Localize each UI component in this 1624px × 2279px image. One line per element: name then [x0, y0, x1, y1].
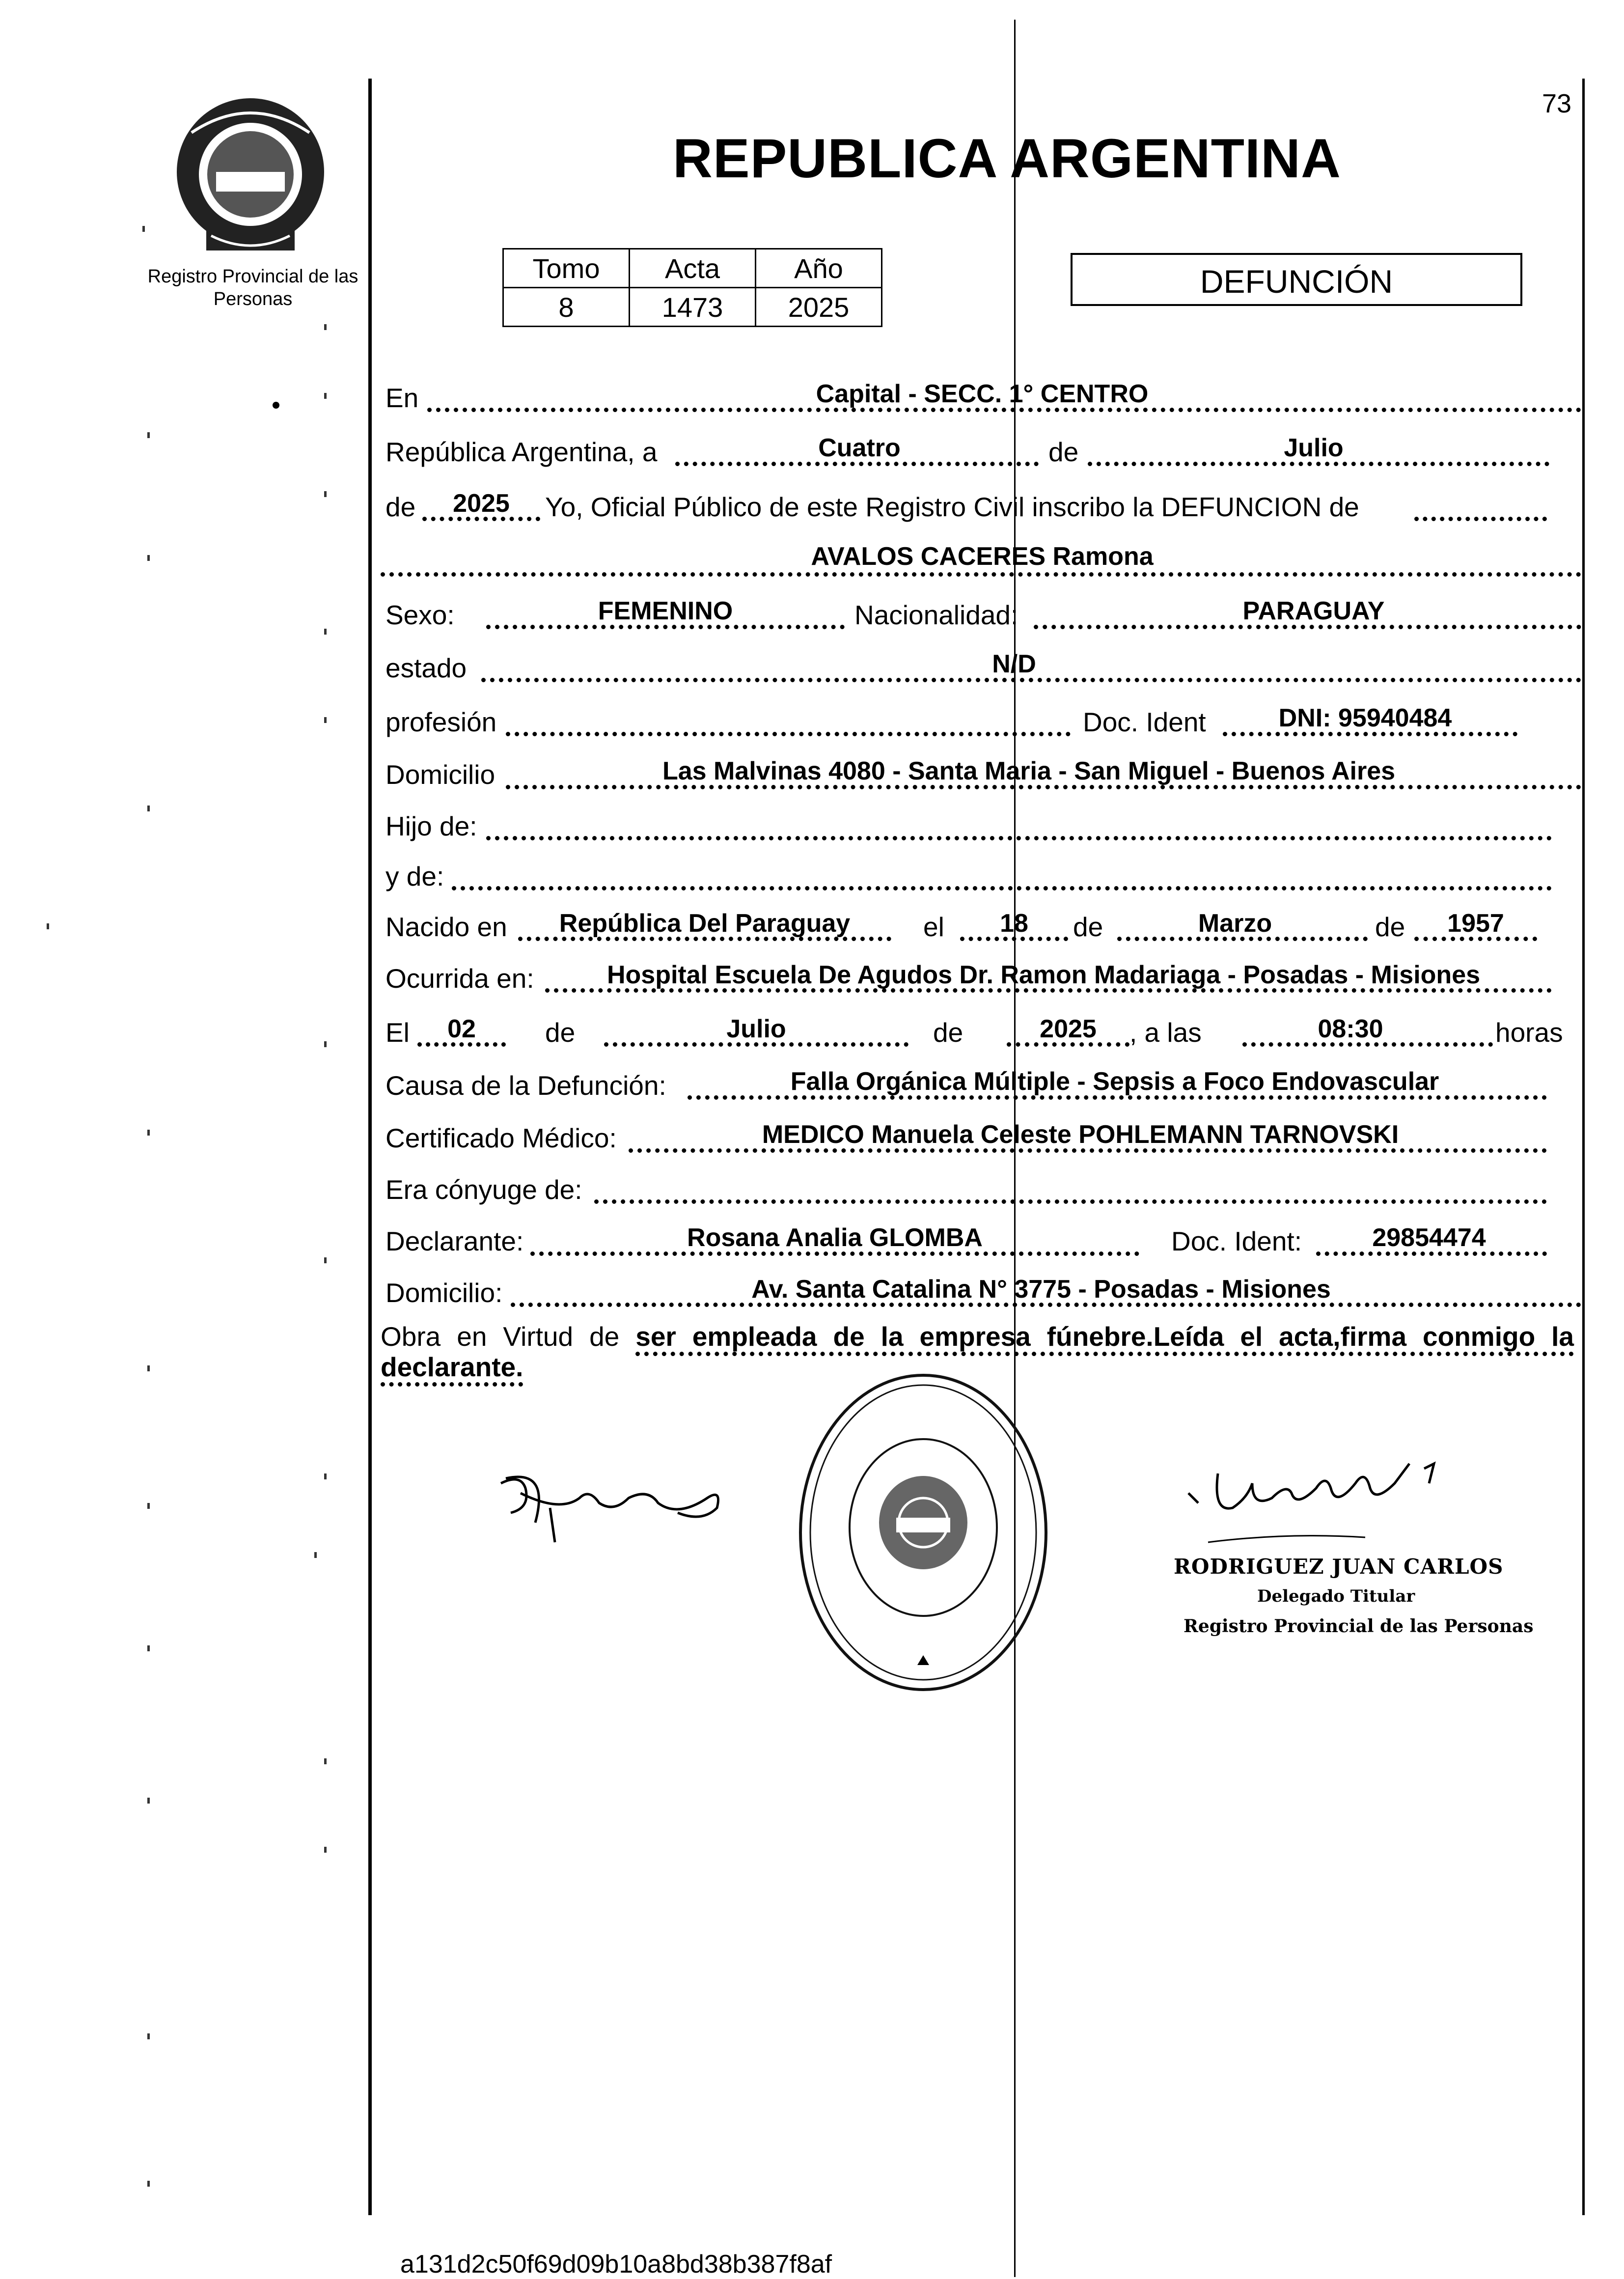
margin-mark [47, 923, 49, 929]
anio-value: 2025 [453, 489, 510, 518]
hijo-de-label: Hijo de: [385, 811, 477, 841]
anio-header: Año [756, 249, 882, 288]
margin-mark [147, 1130, 150, 1136]
right-margin-line [1582, 79, 1585, 2215]
official-stamp [786, 1370, 1061, 1714]
oficial-text: Yo, Oficial Público de este Registro Civil inscribo la DEFUNCION de [545, 492, 1359, 522]
causa-label: Causa de la Defunción: [385, 1070, 666, 1101]
sexo-label: Sexo: [385, 600, 455, 630]
doc-ident-label: Doc. Ident [1083, 707, 1206, 737]
doc-ident-label-2: Doc. Ident: [1171, 1226, 1302, 1256]
dotted-line [381, 572, 1581, 577]
def-de-label-1: de [545, 1017, 576, 1048]
domicilio-label: Domicilio [385, 759, 495, 790]
causa-value: Falla Orgánica Múltiple - Sepsis a Foco Endovascular [790, 1067, 1439, 1096]
nacimiento-anio: 1957 [1447, 909, 1504, 938]
en-label: En [385, 383, 419, 413]
estado-value: N/D [992, 650, 1036, 678]
certificado-value: MEDICO Manuela Celeste POHLEMANN TARNOVSKI [762, 1120, 1399, 1149]
obra-label: Obra en Virtud de [381, 1321, 620, 1352]
registry-label: Registro Provincial de las Personas [147, 266, 358, 309]
registrar-organization: Registro Provincial de las Personas [1184, 1616, 1534, 1637]
nacido-en-label: Nacido en [385, 912, 507, 942]
acta-value: 1473 [630, 288, 756, 327]
dotted-line [452, 886, 1552, 890]
declarante-label: Declarante: [385, 1226, 524, 1256]
registrar-name: RODRIGUEZ JUAN CARLOS [1174, 1555, 1504, 1579]
nac-de-label-2: de [1375, 912, 1405, 942]
defuncion-anio: 2025 [1040, 1015, 1097, 1043]
margin-mark [314, 1552, 317, 1558]
tomo-header: Tomo [503, 249, 630, 288]
nac-de-label-1: de [1073, 912, 1103, 942]
de-label: de [1048, 437, 1079, 467]
margin-mark [324, 629, 327, 635]
declarante-doc-value: 29854474 [1372, 1223, 1486, 1252]
sexo-value: FEMENINO [598, 597, 733, 625]
obra-value: ser empleada de la empresa fúnebre.Leída el acta,firma conmigo la declarante. [381, 1321, 1574, 1387]
dotted-line [506, 732, 1071, 736]
margin-mark [147, 806, 150, 811]
margin-mark [324, 1847, 327, 1853]
nacimiento-dia: 18 [1000, 909, 1028, 938]
defuncion-dia: 02 [447, 1015, 476, 1043]
margin-mark [324, 393, 327, 399]
nacido-en-value: República Del Paraguay [559, 909, 851, 938]
anio-value: 2025 [756, 288, 882, 327]
lugar-value: Capital - SECC. 1° CENTRO [816, 380, 1149, 408]
margin-mark [147, 1645, 150, 1651]
margin-mark [324, 1041, 327, 1047]
declarant-signature [491, 1454, 737, 1552]
conyuge-label: Era cónyuge de: [385, 1174, 582, 1205]
nacionalidad-value: PARAGUAY [1242, 597, 1385, 625]
margin-mark [147, 2033, 150, 2039]
defuncion-hora: 08:30 [1318, 1015, 1383, 1043]
book-reference-table [502, 248, 882, 327]
dia-letras-value: Cuatro [818, 434, 901, 462]
ocurrida-en-value: Hospital Escuela De Agudos Dr. Ramon Madariaga - Posadas - Misiones [606, 961, 1481, 989]
domicilio-label-2: Domicilio: [385, 1278, 503, 1308]
margin-mark [147, 432, 150, 438]
el-label: el [923, 912, 944, 942]
horas-label: horas [1495, 1017, 1563, 1048]
margin-mark [324, 324, 327, 330]
dotted-line [1414, 517, 1547, 521]
republica-label: República Argentina, a [385, 437, 658, 467]
a-las-label: , a las [1129, 1017, 1202, 1048]
margin-mark [147, 555, 150, 561]
page-number: 73 [1542, 89, 1572, 118]
estado-label: estado [385, 653, 467, 683]
el-label-2: El [385, 1017, 410, 1048]
margin-bullet [273, 402, 279, 409]
doc-ident-value: DNI: 95940484 [1278, 704, 1452, 732]
def-de-label-2: de [933, 1017, 963, 1048]
declarante-value: Rosana Analia GLOMBA [687, 1223, 983, 1252]
difunto-nombre: AVALOS CACERES Ramona [811, 542, 1154, 571]
de-label-2: de [385, 492, 416, 522]
margin-mark [324, 717, 327, 723]
mes-value: Julio [1284, 434, 1344, 462]
margin-mark [142, 226, 145, 232]
page-title: REPUBLICA ARGENTINA [673, 128, 1341, 189]
margin-mark [147, 2181, 150, 2187]
margin-mark [324, 1257, 327, 1263]
document-hash-id: a131d2c50f69d09b10a8bd38b387f8af [400, 2250, 832, 2279]
y-de-label: y de: [385, 861, 444, 891]
tomo-value: 8 [503, 288, 630, 327]
certificado-label: Certificado Médico: [385, 1123, 617, 1153]
dotted-line [486, 836, 1552, 840]
acta-header: Acta [630, 249, 756, 288]
margin-mark [147, 1365, 150, 1371]
registrar-role: Delegado Titular [1257, 1586, 1415, 1606]
margin-mark [324, 491, 327, 497]
defuncion-mes: Julio [726, 1015, 786, 1043]
declarante-domicilio-value: Av. Santa Catalina N° 3775 - Posadas - Misiones [751, 1275, 1331, 1304]
provincial-seal-logo [157, 88, 344, 260]
nacionalidad-label: Nacionalidad: [854, 600, 1018, 630]
margin-mark [147, 1503, 150, 1509]
ocurrida-en-label: Ocurrida en: [385, 963, 534, 994]
left-margin-line [368, 79, 372, 2215]
domicilio-value: Las Malvinas 4080 - Santa Maria - San Miguel - Buenos Aires [662, 757, 1396, 785]
margin-mark [324, 1758, 327, 1764]
dotted-line [594, 1199, 1547, 1204]
margin-mark [147, 1798, 150, 1804]
margin-mark [324, 1473, 327, 1479]
profesion-label: profesión [385, 707, 497, 737]
nacimiento-mes: Marzo [1198, 909, 1272, 938]
document-type-box: DEFUNCIÓN [1071, 253, 1522, 306]
